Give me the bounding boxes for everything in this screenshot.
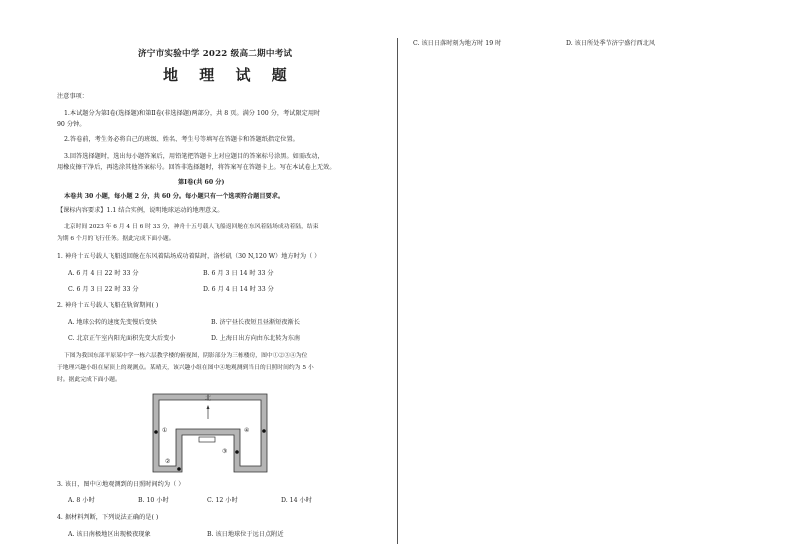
q4-option-c: C. 该日日落时刻为地方时 19 时	[413, 40, 502, 47]
subject-title: 地 理 试 题	[163, 66, 295, 84]
q2-option-b: B. 济宁昼长夜短且昼渐短夜渐长	[211, 319, 300, 326]
q3-stem: 3. 该日，图中②地观测到的日照时间约为（ ）	[57, 481, 185, 488]
point-label-3: ③	[222, 448, 228, 455]
notes-heading: 注意事项：	[57, 93, 88, 100]
passage1-line2: 为期 6 个月的飞行任务。据此完成下面小题。	[57, 236, 175, 242]
window-rect	[199, 437, 215, 442]
passage1-line1: 北京时间 2023 年 6 月 4 日 6 时 33 分，神舟十五号载人飞船返回舱在东风着陆场成功着陆，结束	[64, 224, 319, 230]
q2-option-a: A. 地球公转的速度先变慢后变快	[68, 319, 157, 326]
passage2-line1: 下图为我国东部平原某中学一栋六层教学楼的俯视图，阴影部分为三栋楼房，图中①②③④为位	[64, 353, 308, 359]
q1-stem: 1. 神舟十五号载人飞船返回舱在东风着陆场成功着陆时，洛杉矶（30 N,120 W）地方时为（ ）	[57, 253, 321, 260]
note-2: 2.答卷前，考生务必将自己的班级、姓名、考生号等填写在答题卡和答题纸指定位置。	[64, 136, 299, 143]
note-1b: 90 分钟。	[57, 121, 86, 128]
q4-option-a: A. 该日南极地区出现极夜现象	[68, 531, 151, 538]
q3-option-b: B. 10 小时	[138, 497, 169, 504]
obs-dot-2	[177, 467, 181, 471]
q1-option-b: B. 6 月 3 日 14 时 33 分	[203, 270, 274, 277]
q2-option-d: D. 上海日出方向由东北转为东南	[211, 335, 301, 342]
q2-option-c: C. 北京正午室内阳光面积先变大后变小	[68, 335, 176, 342]
passage2-line3: 时。据此完成下面小题。	[57, 377, 121, 383]
q2-stem: 2. 神舟十五号载人飞船在轨留期间( )	[57, 302, 159, 309]
exam-title: 济宁市实验中学 2022 级高二期中考试	[138, 49, 293, 59]
obs-dot-1	[154, 430, 158, 434]
point-label-4: ④	[244, 427, 250, 434]
point-label-1: ①	[162, 427, 168, 434]
north-label: 北	[205, 395, 212, 402]
q4-stem: 4. 据材料判断，下列说法正确的是( )	[57, 514, 159, 521]
note-1a: 1.本试题分为第Ⅰ卷(选择题)和第Ⅱ卷(非选择题)两部分，共 8 页。满分 100 分，考试限定用时	[64, 110, 321, 117]
note-3b: 用橡皮擦干净后，再选涂其他答案标号。回答非选择题时，将答案写在答题卡上。写在本试卷上无效。	[57, 164, 336, 171]
section-title: 第Ⅰ卷(共 60 分)	[178, 179, 225, 186]
q4-option-b: B. 该日地球位于远日点附近	[207, 531, 284, 538]
q1-option-d: D. 6 月 4 日 14 时 33 分	[203, 286, 274, 293]
section-instruction: 本卷共 30 小题，每小题 2 分，共 60 分。每小题只有一个选项符合题目要求。	[64, 193, 285, 200]
note-3a: 3.回答选择题时，选出每小题答案后，用铅笔把答题卡上对应题目的答案标号涂黑。如需改动，	[64, 153, 324, 160]
q3-option-c: C. 12 小时	[207, 497, 238, 504]
q3-option-d: D. 14 小时	[281, 497, 312, 504]
obs-dot-4	[262, 429, 266, 433]
q4-option-d: D. 该日所处季节济宁盛行西北风	[566, 40, 656, 47]
q1-option-c: C. 6 月 3 日 22 时 33 分	[68, 286, 139, 293]
point-label-2: ②	[165, 458, 171, 465]
q1-option-a: A. 6 月 4 日 22 时 33 分	[68, 270, 139, 277]
obs-dot-3	[235, 450, 239, 454]
q3-option-a: A. 8 小时	[68, 497, 95, 504]
curriculum-standard: 【课标内容要求】1.1 结合实例，说明地球运动的地理意义。	[57, 207, 224, 214]
column-divider	[397, 38, 398, 544]
passage2-line2: 于地理兴趣小组在屋顶上的观测点。某晴天，该兴趣小组在图中④地观测到当日的日照时间约为 5 小	[57, 365, 314, 371]
